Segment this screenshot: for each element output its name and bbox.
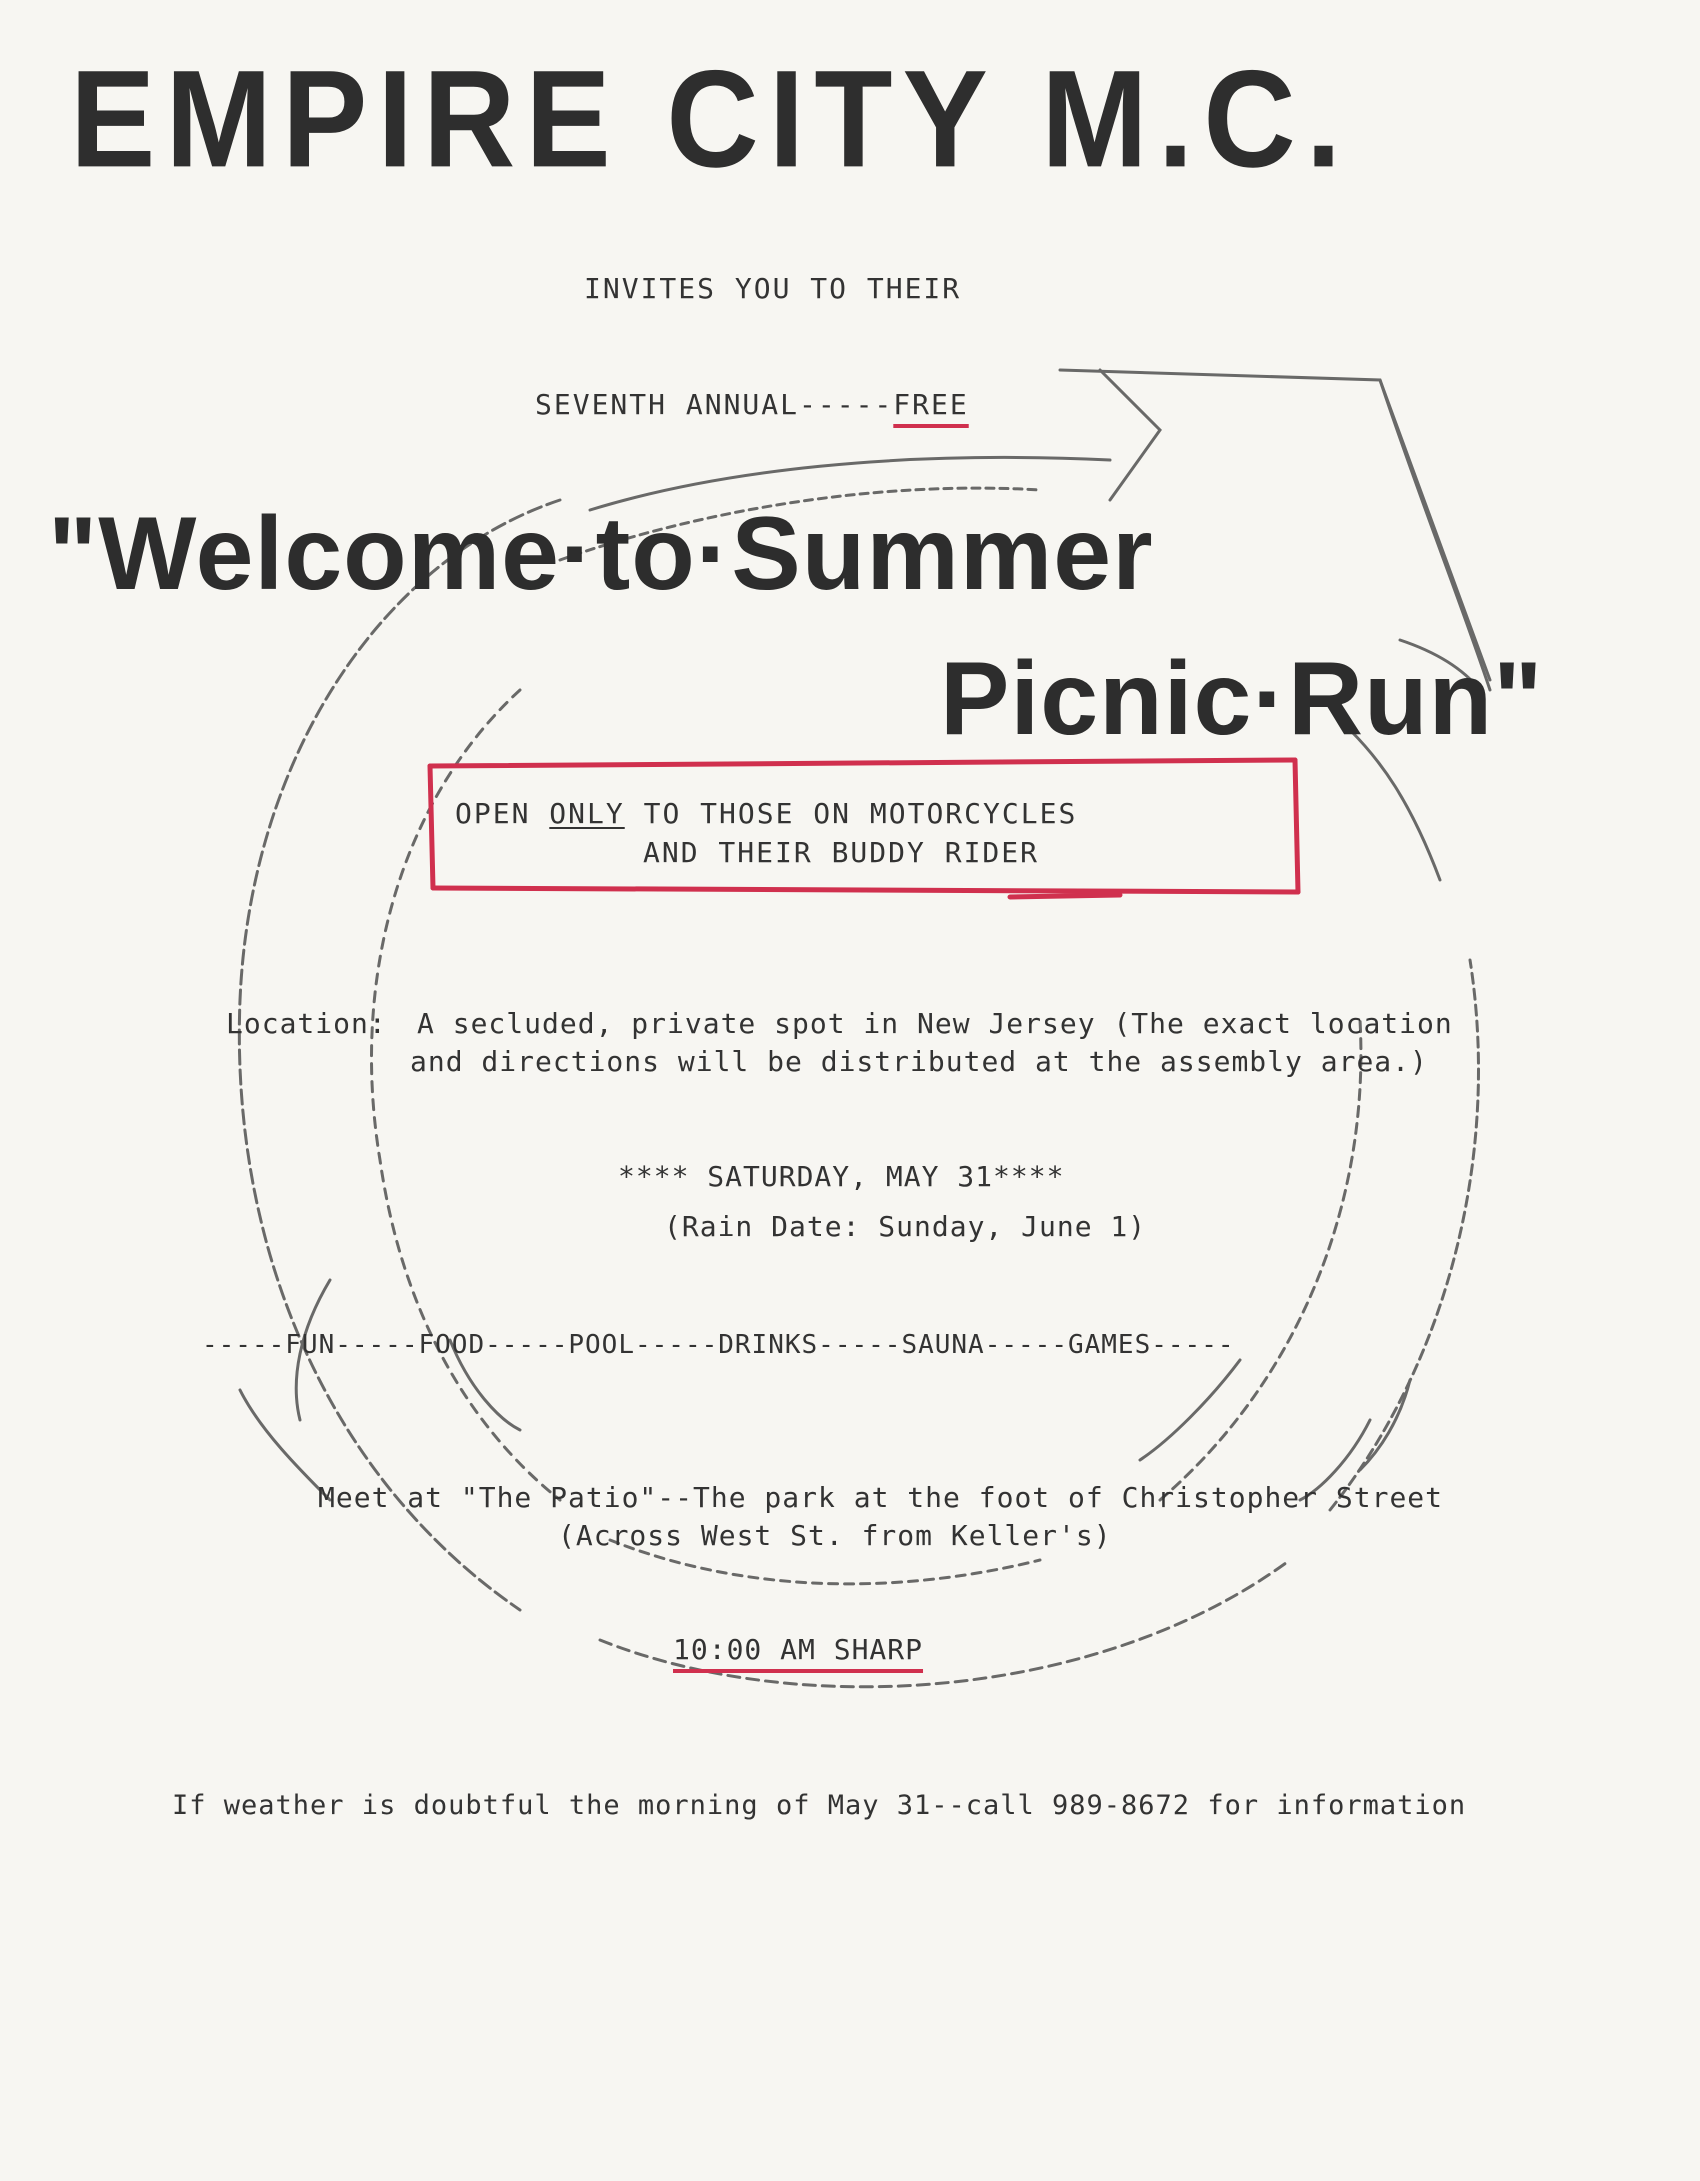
meeting-place-line2: (Across West St. from Keller's) bbox=[558, 1519, 1112, 1552]
open-prefix: OPEN bbox=[455, 797, 550, 830]
start-time: 10:00 AM SHARP bbox=[673, 1633, 924, 1666]
only-emphasis: ONLY bbox=[549, 797, 625, 830]
event-title-line1: "Welcome·to·Summer bbox=[48, 496, 1154, 612]
free-label: FREE bbox=[893, 388, 969, 421]
activities-line: -----FUN-----FOOD-----POOL-----DRINKS-----SAUNA-----GAMES----- bbox=[202, 1330, 1235, 1360]
eligibility-line1 bbox=[455, 797, 1077, 830]
meeting-place-line1: Meet at "The Patio"--The park at the foot of Christopher Street bbox=[318, 1481, 1444, 1514]
eligibility-line2: AND THEIR BUDDY RIDER bbox=[643, 836, 1040, 869]
location-label: Location: bbox=[226, 1007, 387, 1040]
annual-prefix: SEVENTH ANNUAL----- bbox=[535, 388, 894, 421]
weather-note: If weather is doubtful the morning of May 31--call 989-8672 for information bbox=[172, 1790, 1467, 1821]
rain-date: (Rain Date: Sunday, June 1) bbox=[664, 1210, 1147, 1243]
annual-line bbox=[535, 388, 969, 421]
invite-line: INVITES YOU TO THEIR bbox=[584, 272, 962, 305]
event-date: **** SATURDAY, MAY 31**** bbox=[618, 1160, 1065, 1193]
open-suffix: TO THOSE ON MOTORCYCLES bbox=[624, 797, 1078, 830]
club-name-masthead: EMPIRE CITY M.C. bbox=[70, 42, 1352, 197]
location-line2: and directions will be distributed at the assembly area.) bbox=[410, 1045, 1428, 1078]
location-line1: A secluded, private spot in New Jersey (The exact location bbox=[417, 1007, 1453, 1040]
event-title-line2: Picnic·Run" bbox=[940, 641, 1544, 757]
